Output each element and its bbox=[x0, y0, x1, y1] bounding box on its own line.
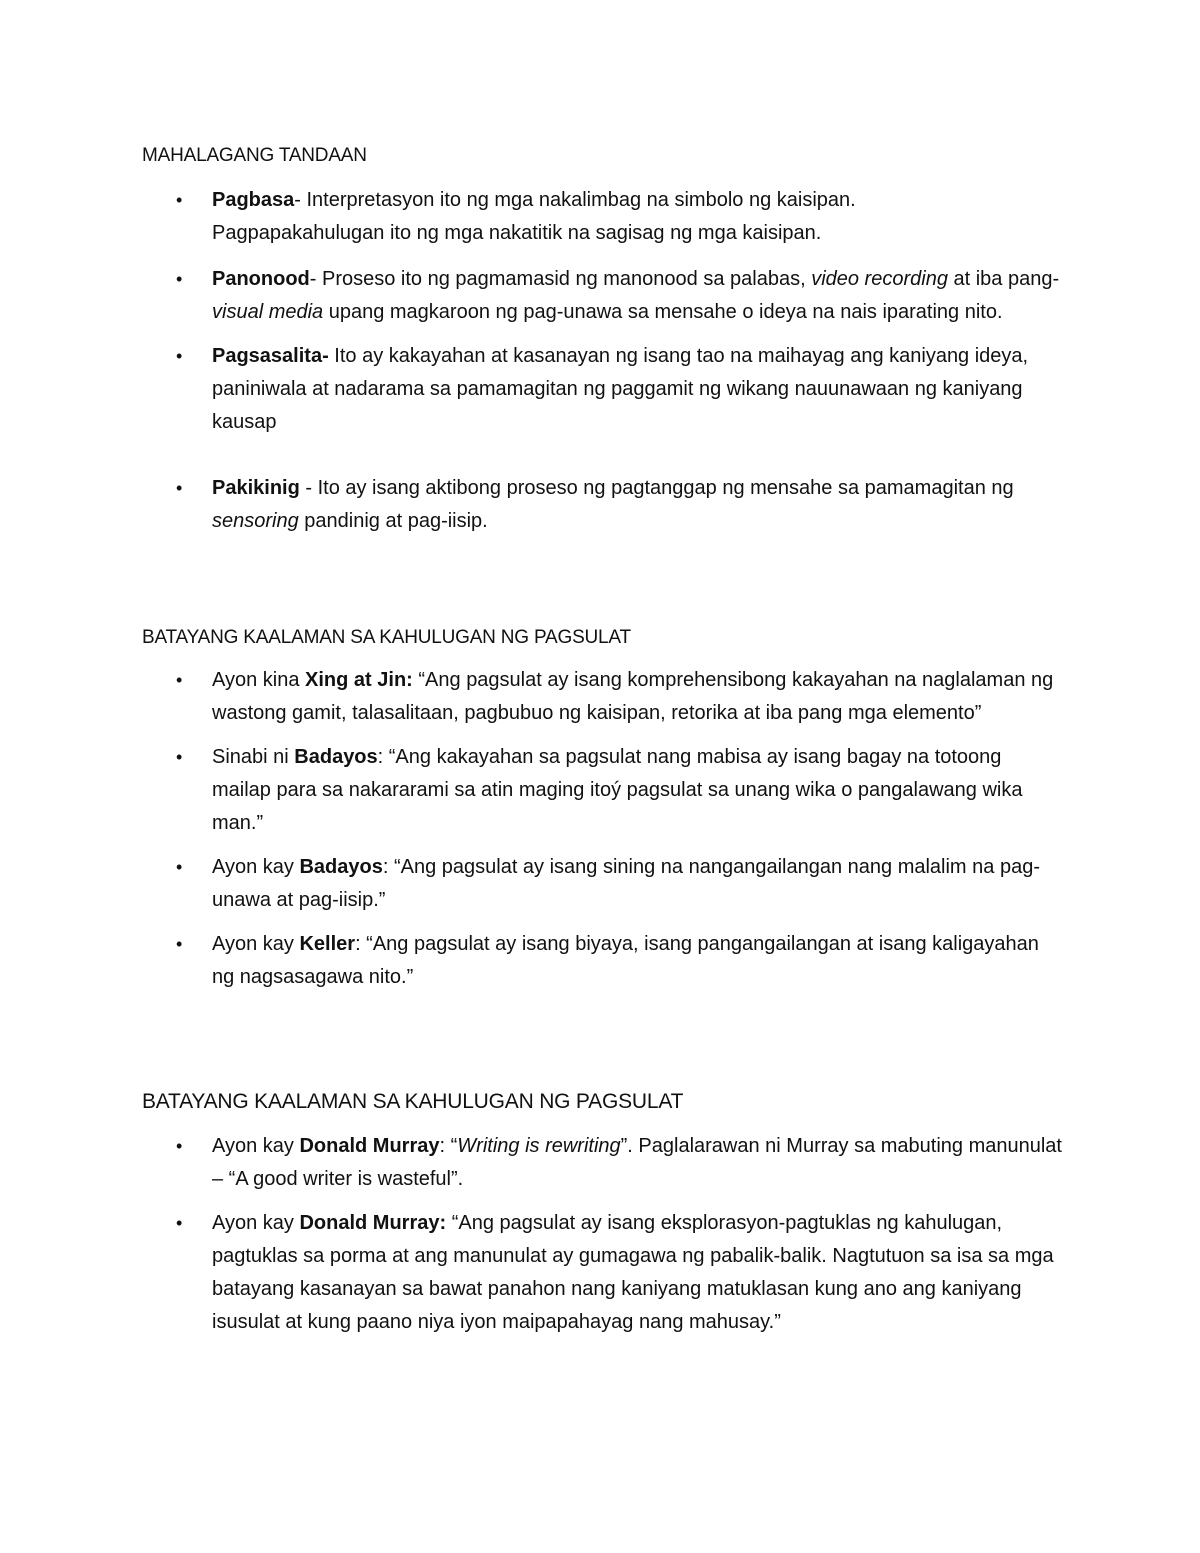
quote-intro: Ayon kina bbox=[212, 669, 306, 691]
murray-list bbox=[142, 1130, 1062, 1339]
bullet-icon: • bbox=[176, 346, 183, 366]
definition-text: Ito ay kakayahan at kasanayan ng isang tao na maihayag ang kaniyang ideya, paniniwala at nadarama sa pamamagitan ng paggamit ng wikang nauunawaan ng kaniyang kausap bbox=[212, 345, 1029, 433]
italic-phrase: visual media bbox=[212, 301, 324, 323]
kaalaman-list bbox=[142, 664, 1062, 994]
section-title-batayang-kaalaman-2: BATAYANG KAALAMAN SA KAHULUGAN NG PAGSULAT bbox=[142, 1090, 684, 1113]
author-name: Xing at Jin: bbox=[305, 669, 413, 691]
term-panonood: Panonood bbox=[212, 268, 310, 290]
section-title-batayang-kaalaman: BATAYANG KAALAMAN SA KAHULUGAN NG PAGSULAT bbox=[142, 627, 631, 648]
term-pagsasalita: Pagsasalita- bbox=[212, 345, 329, 367]
quote-intro: Ayon kay bbox=[212, 1212, 300, 1234]
definition-text: at iba pang- bbox=[947, 268, 1060, 290]
author-name: Donald Murray bbox=[299, 1135, 440, 1157]
tandaan-list bbox=[142, 184, 1062, 538]
list-item-panonood bbox=[142, 263, 1062, 329]
quote-text: ”. Paglalarawan ni Murray sa mabuting manunulat – “A good writer is wasteful”. bbox=[212, 1135, 1062, 1190]
author-name: Badayos bbox=[294, 746, 378, 768]
quote-intro: Sinabi ni bbox=[212, 746, 295, 768]
author-name: Keller bbox=[299, 933, 356, 955]
bullet-icon: • bbox=[176, 857, 183, 877]
quote-text: : “Ang pagsulat ay isang biyaya, isang pangangailangan at isang kaligayahan ng nagsasagawa nito.” bbox=[212, 933, 1039, 988]
list-item-pagsasalita bbox=[142, 340, 1062, 439]
list-item-pakikinig bbox=[142, 472, 1062, 538]
bullet-icon: • bbox=[176, 934, 183, 954]
list-item-keller bbox=[142, 928, 1062, 994]
list-item-pagbasa bbox=[142, 184, 1062, 250]
list-item-badayos-1 bbox=[142, 741, 1062, 840]
quote-text: “Ang pagsulat ay isang komprehensibong kakayahan na naglalaman ng wastong gamit, talasalitaan, pagbubuo ng kaisipan, retorika at iba pang mga elemento” bbox=[212, 669, 1054, 724]
definition-text: upang magkaroon ng pag-unawa sa mensahe o ideya na nais iparating nito. bbox=[323, 301, 1003, 323]
list-item-badayos-2 bbox=[142, 851, 1062, 917]
definition-text-line2: Pagpapakahulugan ito ng mga nakatitik na sagisag ng mga kaisipan. bbox=[212, 222, 822, 244]
list-item-murray-2 bbox=[142, 1207, 1062, 1339]
definition-text: - Proseso ito ng pagmamasid ng manonood sa palabas, bbox=[309, 268, 812, 290]
italic-phrase: Writing is rewriting bbox=[457, 1135, 621, 1157]
bullet-icon: • bbox=[176, 190, 183, 210]
list-item-murray-1 bbox=[142, 1130, 1062, 1196]
quote-text: “Ang pagsulat ay isang eksplorasyon-pagtuklas ng kahulugan, pagtuklas sa porma at ang manunulat ay gumagawa ng pabalik-balik. Nagtutuon sa isa sa mga batayang kasanayan sa bawat panahon nang kaniyang matuklasan kung ano ang kaniyang isusulat at kung paano niya iyon maipapahayag nang mahusay.” bbox=[212, 1212, 1054, 1333]
quote-intro: Ayon kay bbox=[212, 1135, 300, 1157]
italic-phrase: video recording bbox=[811, 268, 948, 290]
quote-intro: Ayon kay bbox=[212, 933, 300, 955]
quote-text: : “Ang pagsulat ay isang sining na nangangailangan nang malalim na pag-unawa at pag-iisip.” bbox=[212, 856, 1040, 911]
quote-text: : “ bbox=[439, 1135, 458, 1157]
bullet-icon: • bbox=[176, 747, 183, 767]
term-pakikinig: Pakikinig bbox=[212, 477, 300, 499]
section-title-mahalagang-tandaan: MAHALAGANG TANDAAN bbox=[142, 145, 367, 166]
definition-text: - Interpretasyon ito ng mga nakalimbag na simbolo ng kaisipan. bbox=[294, 189, 856, 211]
definition-text: pandinig at pag-iisip. bbox=[298, 510, 488, 532]
bullet-icon: • bbox=[176, 478, 183, 498]
bullet-icon: • bbox=[176, 1213, 183, 1233]
italic-phrase: sensoring bbox=[212, 510, 299, 532]
bullet-icon: • bbox=[176, 269, 183, 289]
author-name: Donald Murray: bbox=[299, 1212, 447, 1234]
list-item-xing-jin bbox=[142, 664, 1062, 730]
quote-text: : “Ang kakayahan sa pagsulat nang mabisa ay isang bagay na totoong mailap para sa nakararami sa atin maging itoý pagsulat sa unang wika o pangalawang wika man.” bbox=[212, 746, 1023, 834]
author-name: Badayos bbox=[299, 856, 383, 878]
bullet-icon: • bbox=[176, 1136, 183, 1156]
quote-intro: Ayon kay bbox=[212, 856, 300, 878]
bullet-icon: • bbox=[176, 670, 183, 690]
definition-text: - Ito ay isang aktibong proseso ng pagtanggap ng mensahe sa pamamagitan ng bbox=[299, 477, 1014, 499]
term-pagbasa: Pagbasa bbox=[212, 189, 295, 211]
